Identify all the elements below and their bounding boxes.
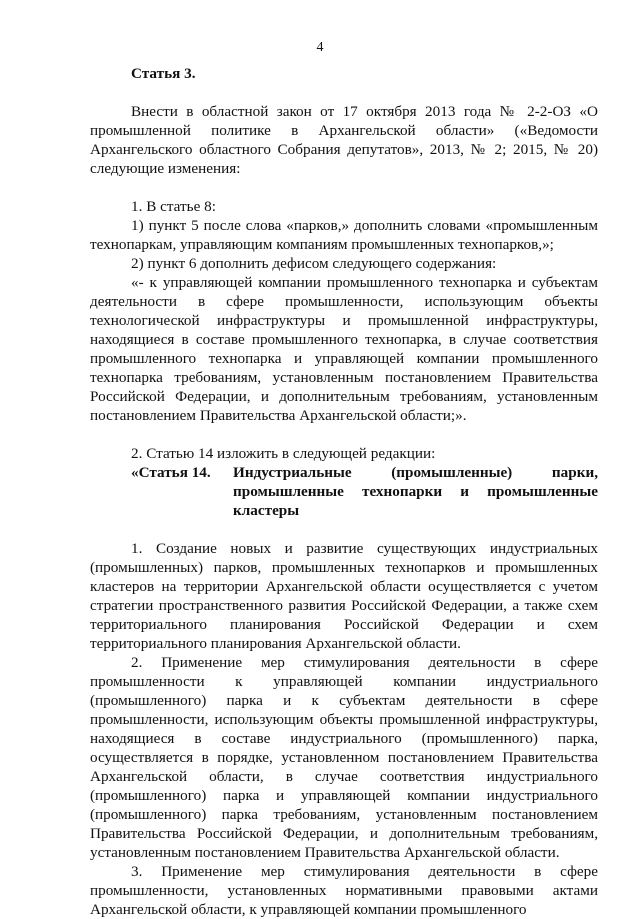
item-1-subitem-1: 1) пункт 5 после слова «парков,» дополнить словами «промышленным технопаркам, управляющим компаниям промышленных технопарков,»; xyxy=(90,217,598,253)
page-number: 4 xyxy=(316,40,324,55)
article-14-label: «Статья 14. xyxy=(131,464,211,481)
paragraph-2-text: Применение мер стимулирования деятельности в сфере промышленности к управляющей компании индустриального (промышленного) парка и к субъектам деятельности в сфере промышленности, использующим объекты промышленной инфраструктуры, находящиеся в составе индустриального (промышленного) парка, осуществляется в порядке, установленном постановлением Правительства Архангельской области, в случае соответствия индустриального (промышленного) парка и управляющей компании индустриального (промышленного) парка требованиям, установленным постановлением Правительства Российской Федерации, и дополнительным требованиям, установленным постановлением Правительства Архангельской области. xyxy=(90,654,599,861)
document-body xyxy=(90,64,598,919)
article-3-heading: Статья 3. xyxy=(131,65,196,82)
paragraph-1-number: 1. xyxy=(131,540,143,557)
article-14-paragraph-3 xyxy=(90,862,598,919)
paragraph-3-text: Применение мер стимулирования деятельности в сфере промышленности, установленных нормативными правовыми актами Архангельской области, к управляющей компании промышленного xyxy=(90,863,599,918)
item-2-title: 2. Статью 14 изложить в следующей редакции: xyxy=(131,445,436,462)
paragraph-3-number: 3. xyxy=(131,863,143,880)
article-14-paragraph-2 xyxy=(90,653,598,862)
paragraph-2-number: 2. xyxy=(131,654,143,671)
item-1-subitem-2: 2) пункт 6 дополнить дефисом следующего содержания: xyxy=(131,255,497,272)
article-3-intro: Внести в областной закон от 17 октября 2013 года № 2-2-ОЗ «О промышленной политике в Архангельской области» («Ведомости Архангельского областного Собрания депутатов», 2013, № 2; 2015, № 20) следующие изменения: xyxy=(90,103,598,177)
article-14-header xyxy=(131,463,598,520)
article-14-title: Индустриальные (промышленные) парки, промышленные технопарки и промышленные кластеры xyxy=(233,464,598,519)
item-1-quote: «- к управляющей компании промышленного технопарка и субъектам деятельности в сфере промышленности, использующим объекты технологической инфраструктуры и промышленной инфраструктуры, находящиеся в составе промышленного технопарка, в случае соответствия промышленного технопарка и управляющей компании промышленного технопарка требованиям, установленным постановлением Правительства Российской Федерации, и дополнительным требованиям, установленным постановлением Правительства Архангельской области;». xyxy=(90,274,598,424)
item-1-title: 1. В статье 8: xyxy=(131,198,216,215)
article-14-paragraph-1 xyxy=(90,539,598,653)
paragraph-1-text: Создание новых и развитие существующих индустриальных (промышленных) парков, промышленных технопарков и промышленных кластеров на территории Архангельской области осуществляется с учетом стратегии пространственного развития Российской Федерации, а также схем территориального планирования Российской Федерации и схем территориального планирования Архангельской области. xyxy=(90,540,599,652)
